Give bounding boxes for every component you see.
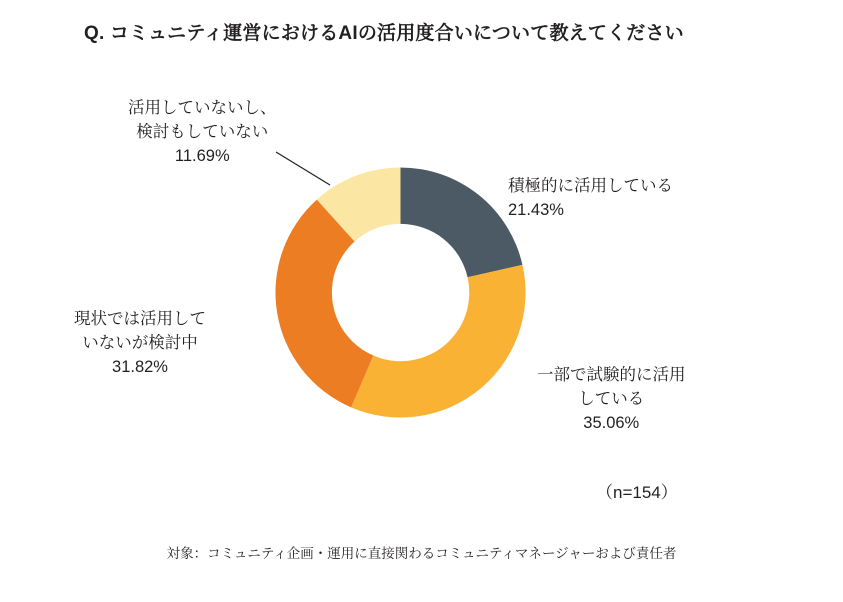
label-none-name2: 検討もしていない bbox=[136, 122, 269, 141]
label-partial-name2: している bbox=[578, 389, 645, 408]
label-active bbox=[508, 175, 673, 223]
label-partial bbox=[537, 364, 686, 436]
footnote: 対象：コミュニティ企画・運用に直接関わるコミュニティマネージャーおよび責任者 bbox=[166, 546, 677, 561]
label-active-name: 積極的に活用している bbox=[508, 177, 673, 195]
label-considering-name2: いないが検討中 bbox=[82, 333, 198, 352]
label-considering-value: 31.82% bbox=[112, 357, 168, 376]
sample-size: （n=154） bbox=[596, 483, 678, 502]
label-partial-value: 35.06% bbox=[583, 413, 640, 432]
label-considering bbox=[74, 308, 206, 380]
slice-partial[interactable] bbox=[351, 265, 525, 418]
label-none bbox=[128, 97, 277, 169]
page-title: Q. コミュニティ運営におけるAIの活用度合いについて教えてください bbox=[84, 23, 684, 44]
label-partial-name: 一部で試験的に活用 bbox=[537, 366, 686, 384]
label-considering-name: 現状では活用して bbox=[74, 310, 206, 328]
label-active-value: 21.43% bbox=[508, 200, 564, 219]
slice-active[interactable] bbox=[401, 167, 523, 277]
label-none-value: 11.69% bbox=[174, 146, 230, 165]
label-none-name: 活用していないし、 bbox=[128, 99, 277, 117]
